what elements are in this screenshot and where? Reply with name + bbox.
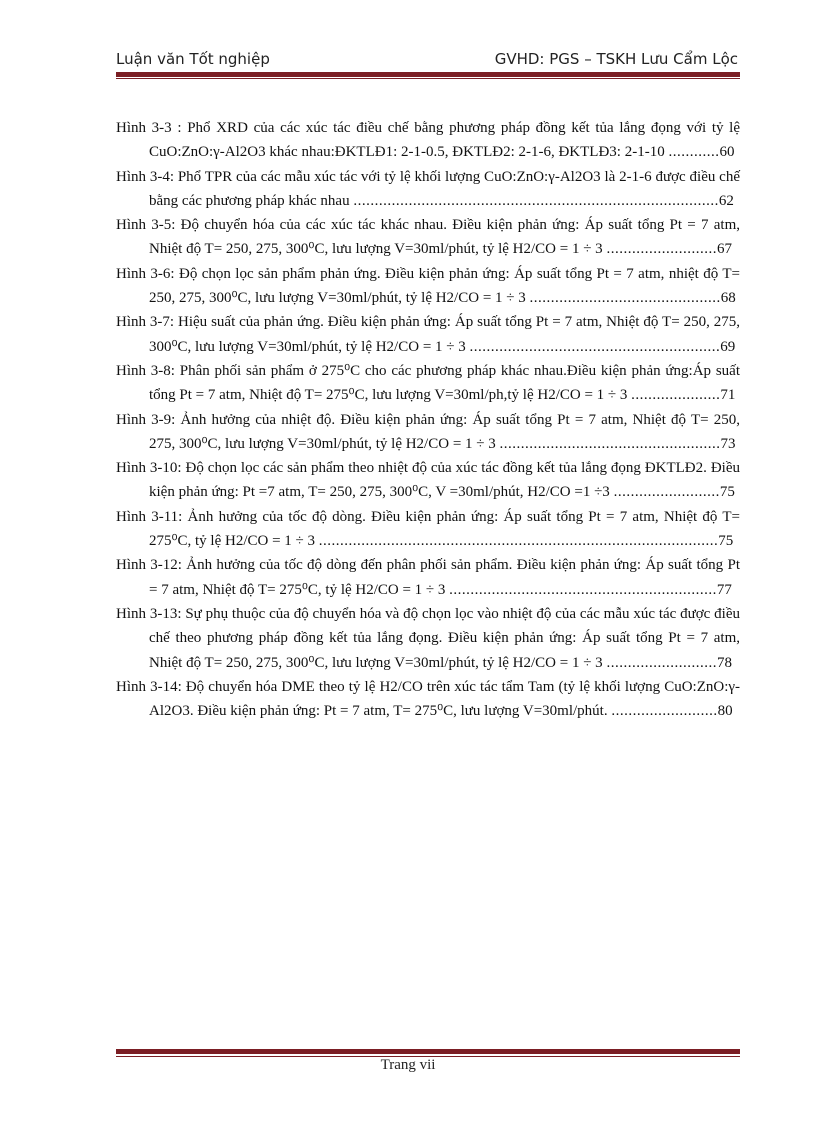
dot-leader: ............ bbox=[668, 144, 720, 161]
dot-leader: ............................................................... bbox=[449, 581, 717, 598]
figure-caption: Hình 3-5: Độ chuyển hóa của các xúc tác khác nhau. Điều kiện phản ứng: Áp suất tổng Pt = 7 atm, Nhiệt độ T= 250, 275, 300⁰C, lưu lượng V=30ml/phút, tỷ lệ H2/CO = 1 ÷ 3 bbox=[116, 217, 740, 258]
figure-entry[interactable] bbox=[116, 165, 740, 214]
dot-leader: ......................... bbox=[613, 484, 720, 501]
figure-caption: Hình 3-11: Ảnh hưởng của tốc độ dòng. Điều kiện phản ứng: Áp suất tổng Pt = 7 atm, Nhiệt độ T= 275⁰C, tỷ lệ H2/CO = 1 ÷ 3 bbox=[116, 508, 740, 550]
dot-leader: ............................................. bbox=[529, 290, 721, 307]
figure-caption: Hình 3-14: Độ chuyển hóa DME theo tỷ lệ H2/CO trên xúc tác tẩm Tam (tỷ lệ khối lượng CuO:ZnO:γ-Al2O3. Điều kiện phản ứng: Pt = 7 atm, T= 275⁰C, lưu lượng V=30ml/phút. bbox=[116, 678, 740, 720]
dot-leader: .......................... bbox=[606, 241, 717, 258]
dot-leader: .................................................... bbox=[499, 435, 721, 452]
figure-entry[interactable] bbox=[116, 675, 740, 724]
dot-leader: ........................................................... bbox=[469, 338, 721, 355]
page-ref: 78 bbox=[716, 654, 732, 671]
dot-leader: ...................................................................................... bbox=[353, 192, 719, 209]
figure-caption: Hình 3-4: Phổ TPR của các mẫu xúc tác với tỷ lệ khối lượng CuO:ZnO:γ-Al2O3 là 2-1-6 được điều chế bằng các phương pháp khác nhau bbox=[116, 168, 740, 209]
page-ref: 71 bbox=[720, 387, 736, 404]
figure-caption: Hình 3-7: Hiệu suất của phản ứng. Điều kiện phản ứng: Áp suất tổng Pt = 7 atm, Nhiệt độ T= 250, 275, 300⁰C, lưu lượng V=30ml/phút, tỷ lệ H2/CO = 1 ÷ 3 bbox=[116, 314, 740, 355]
dot-leader: ......................... bbox=[611, 703, 718, 720]
figure-entry[interactable] bbox=[116, 505, 740, 554]
page-ref: 80 bbox=[717, 703, 733, 720]
figure-entry[interactable] bbox=[116, 456, 740, 505]
figure-entry[interactable] bbox=[116, 602, 740, 675]
page-ref: 60 bbox=[719, 144, 735, 161]
footer-rule bbox=[116, 1049, 740, 1054]
page-ref: 75 bbox=[718, 533, 734, 550]
figure-caption: Hình 3-6: Độ chọn lọc sản phẩm phản ứng. Điều kiện phản ứng: Áp suất tổng Pt = 7 atm, nhiệt độ T= 250, 275, 300⁰C, lưu lượng V=30ml/phút, tỷ lệ H2/CO = 1 ÷ 3 bbox=[116, 265, 740, 307]
page-ref: 75 bbox=[719, 484, 735, 501]
dot-leader: .......................... bbox=[606, 654, 717, 671]
figure-list bbox=[116, 116, 740, 723]
figure-entry[interactable] bbox=[116, 359, 740, 408]
dot-leader: ..................... bbox=[631, 387, 721, 404]
page-ref: 69 bbox=[720, 338, 736, 355]
figure-caption: Hình 3-10: Độ chọn lọc các sản phẩm theo nhiệt độ của xúc tác đồng kết tủa lắng đọng ĐKTLĐ2. Điều kiện phản ứng: Pt =7 atm, T= 250, 275, 300⁰C, V =30ml/phút, H2/CO =1 ÷3 bbox=[116, 460, 740, 501]
figure-caption: Hình 3-3 : Phổ XRD của các xúc tác điều chế bằng phương pháp đồng kết tủa lắng đọng với tỷ lệ CuO:ZnO:γ-Al2O3 khác nhau:ĐKTLĐ1: 2-1-0.5, ĐKTLĐ2: 2-1-6, ĐKTLĐ3: 2-1-10 bbox=[116, 120, 740, 161]
page-ref: 62 bbox=[718, 192, 734, 209]
header-rule bbox=[116, 72, 740, 77]
thesis-title: Luận văn Tốt nghiệp bbox=[116, 50, 270, 68]
page-ref: 77 bbox=[716, 581, 732, 598]
figure-entry[interactable] bbox=[116, 116, 740, 165]
page-number: Trang vii bbox=[380, 1057, 436, 1073]
header-rule-thin bbox=[116, 78, 740, 79]
page-ref: 67 bbox=[716, 241, 732, 258]
figure-caption: Hình 3-9: Ảnh hưởng của nhiệt độ. Điều kiện phản ứng: Áp suất tổng Pt = 7 atm, Nhiệt độ T= 250, 275, 300⁰C, lưu lượng V=30ml/phút, tỷ lệ H2/CO = 1 ÷ 3 bbox=[116, 411, 740, 452]
page-header bbox=[116, 50, 738, 72]
figure-caption: Hình 3-12: Ảnh hưởng của tốc độ dòng đến phân phối sản phẩm. Điều kiện phản ứng: Áp suất tổng Pt = 7 atm, Nhiệt độ T= 275⁰C, tỷ lệ H2/CO = 1 ÷ 3 bbox=[116, 557, 740, 598]
page-ref: 73 bbox=[720, 435, 736, 452]
dot-leader: .............................................................................................. bbox=[318, 533, 719, 550]
figure-entry[interactable] bbox=[116, 553, 740, 602]
figure-entry[interactable] bbox=[116, 310, 740, 359]
figure-caption: Hình 3-13: Sự phụ thuộc của độ chuyển hóa và độ chọn lọc vào nhiệt độ của các mẫu xúc tác được điều chế theo phương pháp đồng kết tủa lắng đọng. Điều kiện phản ứng: Áp suất tổng Pt = 7 atm, Nhiệt độ T= 250, 275, 300⁰C, lưu lượng V=30ml/phút, tỷ lệ H2/CO = 1 ÷ 3 bbox=[116, 605, 740, 671]
figure-entry[interactable] bbox=[116, 408, 740, 457]
figure-entry[interactable] bbox=[116, 213, 740, 262]
figure-entry[interactable] bbox=[116, 262, 740, 311]
page-ref: 68 bbox=[720, 290, 736, 307]
figure-caption: Hình 3-8: Phân phối sản phẩm ở 275⁰C cho các phương pháp khác nhau.Điều kiện phản ứng:Áp suất tổng Pt = 7 atm, Nhiệt độ T= 275⁰C, lưu lượng V=30ml/ph,tỷ lệ H2/CO = 1 ÷ 3 bbox=[116, 362, 740, 404]
advisor-label: GVHD: PGS – TSKH Lưu Cẩm Lộc bbox=[494, 50, 738, 68]
